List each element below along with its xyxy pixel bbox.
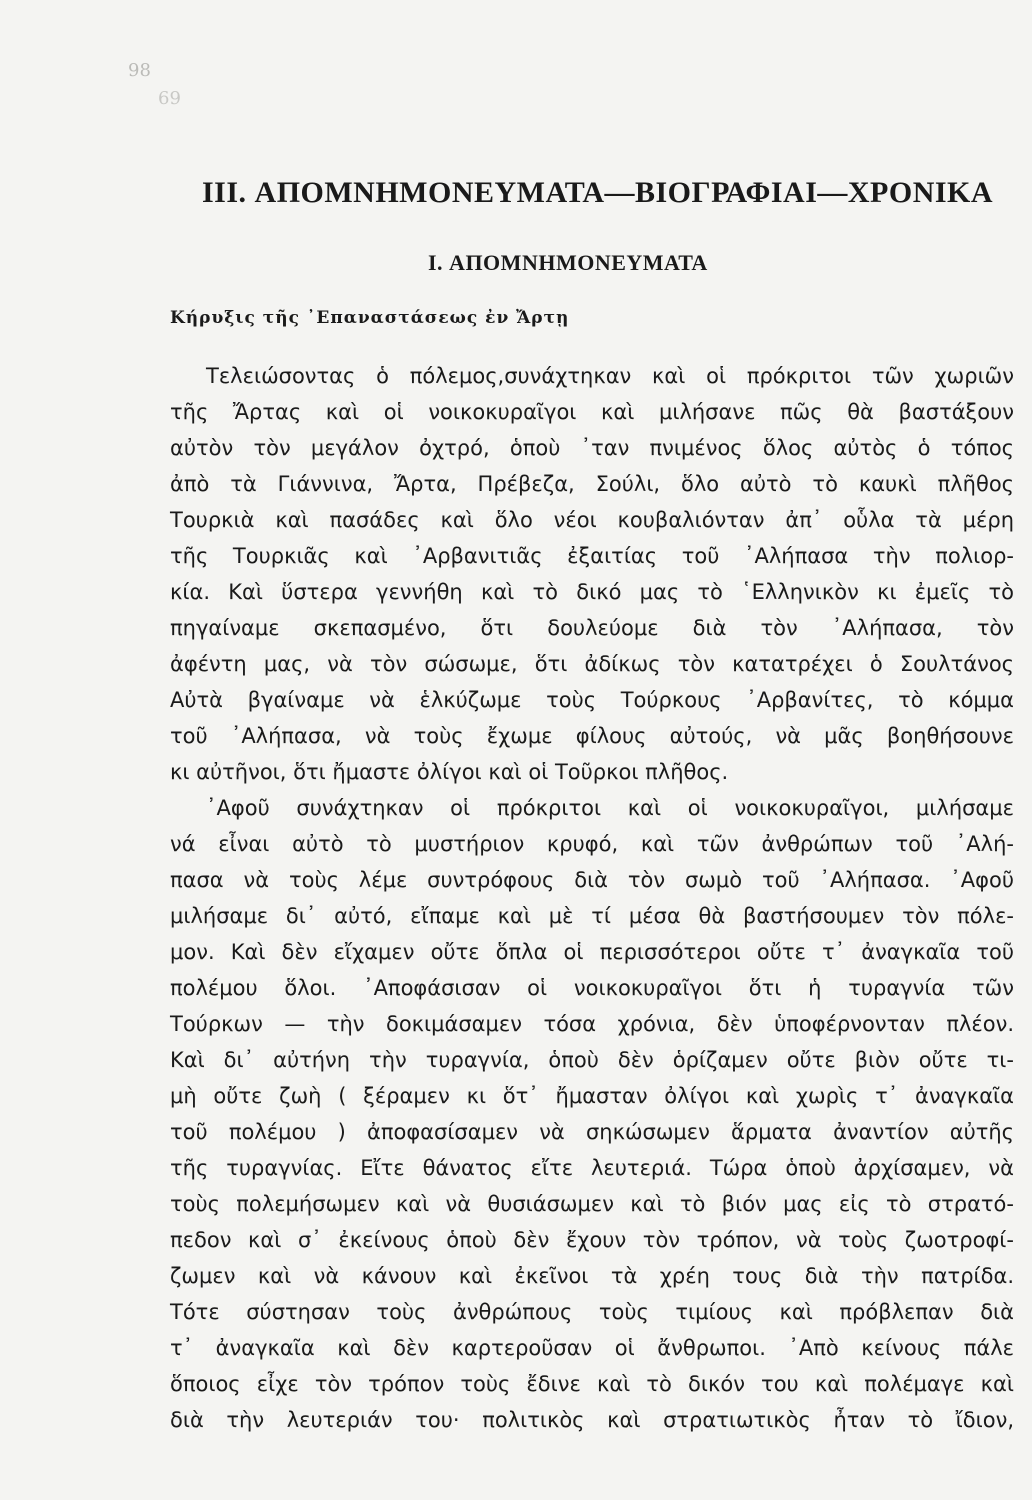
- page-number-faint: 98: [128, 60, 151, 81]
- text-line: ὅποιος εἶχε τὸν τρόπον τοὺς ἔδινε καὶ τὸ δικόν του καὶ πολέμαγε καὶ: [170, 1372, 1014, 1396]
- text-line: τοῦ πολέμου ) ἀποφασίσαμεν νὰ σηκώσωμεν ἅρματα ἀναντίον αὐτῆς: [170, 1120, 1014, 1144]
- subheading: Κήρυξις τῆς ᾽Επαναστάσεως ἐν Ἄρτῃ: [170, 308, 570, 328]
- text-line: κι αὐτῆνοι, ὅτι ἤμαστε ὀλίγοι καὶ οἱ Τοῦρκοι πλῆθος.: [170, 760, 729, 784]
- text-line: πηγαίναμε σκεπασμένο, ὅτι δουλεύομε διὰ τὸν ᾽Αλήπασα, τὸν: [170, 616, 1014, 640]
- text-line: ᾽Αφοῦ συνάχτηκαν οἱ πρόκριτοι καὶ οἱ νοικοκυραῖγοι, μιλήσαμε: [206, 796, 1014, 820]
- text-line: τῆς τυραγνίας. Εἴτε θάνατος εἴτε λευτεριά. Τώρα ὁποὺ ἀρχίσαμεν, νὰ: [170, 1156, 1014, 1180]
- text-line: αὐτὸν τὸν μεγάλον ὀχτρό, ὁποὺ ᾽ταν πνιμένος ὅλος αὐτὸς ὁ τόπος: [170, 436, 1014, 460]
- text-line: τοῦ ᾽Αλήπασα, νὰ τοὺς ἔχωμε φίλους αὐτούς, νὰ μᾶς βοηθήσουνε: [170, 724, 1014, 748]
- text-line: τῆς Ἄρτας καὶ οἱ νοικοκυραῖγοι καὶ μιλήσανε πῶς θὰ βαστάξουν: [170, 400, 1014, 424]
- text-line: ζωμεν καὶ νὰ κάνουν καὶ ἐκεῖνοι τὰ χρέη τους διὰ τὴν πατρίδα.: [170, 1264, 1014, 1288]
- text-line: μον. Καὶ δὲν εἴχαμεν οὔτε ὅπλα οἱ περισσότεροι οὔτε τ᾽ ἀναγκαῖα τοῦ: [170, 940, 1014, 964]
- text-line: Τουρκιὰ καὶ πασάδες καὶ ὅλο νέοι κουβαλιόνταν ἀπ᾽ οὗλα τὰ μέρη: [170, 508, 1014, 532]
- text-line: πολέμου ὅλοι. ᾽Αποφάσισαν οἱ νοικοκυραῖγοι ὅτι ἡ τυραγνία τῶν: [170, 976, 1014, 1000]
- text-line: πεδον καὶ σ᾽ ἐκείνους ὁποὺ δὲν ἔχουν τὸν τρόπον, νὰ τοὺς ζωοτροφί-: [170, 1228, 1014, 1252]
- text-line: μιλήσαμε δι᾽ αὐτό, εἴπαμε καὶ μὲ τί μέσα θὰ βαστήσουμεν τὸν πόλε-: [170, 904, 1014, 928]
- text-line: Τελειώσοντας ὁ πόλεμος,συνάχτηκαν καὶ οἱ πρόκριτοι τῶν χωριῶν: [206, 364, 1014, 388]
- text-line: Τότε σύστησαν τοὺς ἀνθρώπους τοὺς τιμίους καὶ πρόβλεπαν διὰ: [170, 1300, 1014, 1324]
- text-line: Καὶ δι᾽ αὐτήνη τὴν τυραγνία, ὁποὺ δὲν ὁρίζαμεν οὔτε βιὸν οὔτε τι-: [170, 1048, 1014, 1072]
- text-line: μὴ οὔτε ζωὴ ( ξέραμεν κι ὅτ᾽ ἤμασταν ὀλίγοι καὶ χωρὶς τ᾽ ἀναγκαῖα: [170, 1084, 1014, 1108]
- text-line: Αὐτὰ βγαίναμε νὰ ἑλκύζωμε τοὺς Τούρκους ᾽Αρβανίτες, τὸ κόμμα: [170, 688, 1014, 712]
- text-line: πασα νὰ τοὺς λέμε συντρόφους διὰ τὸν σωμὸ τοῦ ᾽Αλήπασα. ᾽Αφοῦ: [170, 868, 1014, 892]
- text-line: νά εἶναι αὐτὸ τὸ μυστήριον κρυφό, καὶ τῶν ἀνθρώπων τοῦ ᾽Αλή-: [170, 832, 1014, 856]
- chapter-title: III. ΑΠΟΜΝΗΜΟΝΕΥΜΑΤΑ—ΒΙΟΓΡΑΦΙΑΙ—ΧΡΟΝΙΚΑ: [202, 176, 994, 209]
- body-text: [170, 358, 1014, 1438]
- text-line: κία. Καὶ ὕστερα γεννήθη καὶ τὸ δικό μας τὸ ῾Ελληνικὸν κι ἐμεῖς τὸ: [170, 580, 1014, 604]
- text-line: τ᾽ ἀναγκαῖα καὶ δὲν καρτεροῦσαν οἱ ἄνθρωποι. ᾽Απὸ κείνους πάλε: [170, 1336, 1014, 1360]
- text-line: ἀφέντη μας, νὰ τὸν σώσωμε, ὅτι ἀδίκως τὸν κατατρέχει ὁ Σουλτάνος: [170, 652, 1014, 676]
- text-line: τῆς Τουρκιᾶς καὶ ᾽Αρβανιτιᾶς ἐξαιτίας τοῦ ᾽Αλήπασα τὴν πολιορ-: [170, 544, 1014, 568]
- text-line: Τούρκων — τὴν δοκιμάσαμεν τόσα χρόνια, δὲν ὑποφέρνονταν πλέον.: [170, 1012, 1014, 1036]
- section-title: I. ΑΠΟΜΝΗΜΟΝΕΥΜΑΤΑ: [428, 250, 708, 275]
- text-line: διὰ τὴν λευτεριάν του· πολιτικὸς καὶ στρατιωτικὸς ἦταν τὸ ἴδιον,: [170, 1408, 1014, 1432]
- text-line: τοὺς πολεμήσωμεν καὶ νὰ θυσιάσωμεν καὶ τὸ βιόν μας εἰς τὸ στρατό-: [170, 1192, 1014, 1216]
- text-line: ἀπὸ τὰ Γιάννινα, Ἄρτα, Πρέβεζα, Σούλι, ὅλο αὐτὸ τὸ καυκὶ πλῆθος: [170, 472, 1014, 496]
- page-number-ghost: 69: [158, 88, 181, 109]
